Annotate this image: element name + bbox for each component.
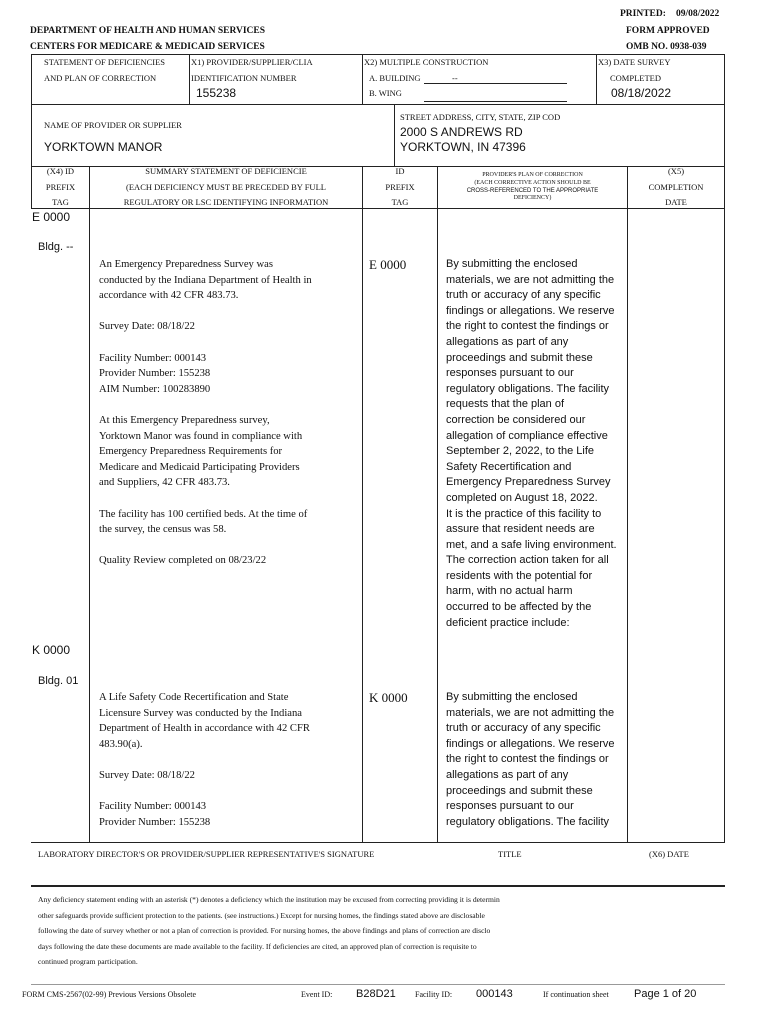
plan-header: PROVIDER'S PLAN OF CORRECTION [482, 172, 583, 178]
k-summary-text: A Life Safety Code Recertification and State Licensure Survey was conducted by the Indiana Department of Health in accordance with 42 CFR 483.90(a). Survey Date: 08/18/22 Facility Number: 000143 Provider Number: 155238 [99, 692, 310, 828]
summary-header: SUMMARY STATEMENT OF DEFICIENCIE [145, 166, 307, 176]
id-number-label: IDENTIFICATION NUMBER [191, 73, 297, 83]
continuation-label: If continuation sheet [543, 990, 609, 999]
id-tag-header: TAG [391, 197, 409, 207]
id-prefix-header: PREFIX [385, 182, 415, 192]
building-value: -- [452, 73, 458, 83]
title-label: TITLE [498, 849, 522, 859]
signature-label: LABORATORY DIRECTOR'S OR PROVIDER/SUPPLIER REPRESENTATIVE'S SIGNATURE [38, 849, 375, 859]
e-summary-text: An Emergency Preparedness Survey was conducted by the Indiana Department of Health in accordance with 42 CFR 483.73. Survey Date: 08/18/22 Facility Number: 000143 Provider Number: 155238 AIM Number: 100283890 At this Emergency Preparedness survey, Yorktown Manor was found in compliance with Emergency Preparedness Requirements for Medicare and Medicaid Participating Providers and Suppliers, 42 CFR 483.73. The facility has 100 certified beds. At the time of the survey, the census was 58. Quality Review completed on 08/23/22 [99, 259, 312, 567]
event-id-value: B28D21 [356, 988, 396, 1000]
completed-label: COMPLETED [610, 73, 661, 83]
event-id-label: Event ID: [301, 990, 333, 999]
k-bldg: Bldg. 01 [38, 675, 79, 687]
e-plan-text: By submitting the enclosed materials, we are not admitting the truth or accuracy of any specific findings or allegations. We reserve the right to contest the findings or allegations as part of any proceedings and submit these responses pursuant to our regulatory obligations. The facility requests that the plan of correction be considered our allegation of compliance effective September 2, 2022, to the Life Safety Recertification and Emergency Preparedness Survey completed on August 18, 2022. It is the practice of this facility to assure that resident needs are met, and a safe living environment. The correction action taken for all residents with the potential for harm, with no actual harm occurred to be affected by the deficient practice include: [446, 258, 617, 629]
x1-label: X1) PROVIDER/SUPPLIER/CLIA [191, 57, 313, 67]
x5-header: (X5) [667, 166, 685, 176]
k-plan-text: By submitting the enclosed materials, we are not admitting the truth or accuracy of any specific findings or allegations. We reserve the right to contest the findings or allegations as part of any proceedings and submit these responses pursuant to our regulatory obligations. The facility [446, 691, 615, 828]
date-header: DATE [665, 197, 687, 207]
centers-title: CENTERS FOR MEDICARE & MEDICAID SERVICES [30, 42, 265, 52]
id-header: ID [395, 166, 405, 176]
k-tag: K 0000 [32, 643, 71, 657]
x4-tag-header: TAG [52, 197, 69, 207]
address-line1: 2000 S ANDREWS RD [400, 125, 523, 139]
omb-number: OMB NO. 0938-039 [626, 42, 707, 52]
plan-subheader-2: CROSS-REFERENCED TO THE APPROPRIATE [466, 188, 599, 194]
wing-label: B. WING [369, 88, 402, 98]
plan-subheader-1: (EACH CORRECTIVE ACTION SHOULD BE [474, 180, 591, 186]
e-id-tag: E 0000 [369, 257, 407, 272]
e-tag: E 0000 [32, 210, 71, 224]
plan-of-correction-label: AND PLAN OF CORRECTION [44, 73, 157, 83]
summary-subheader: (EACH DEFICIENCY MUST BE PRECEDED BY FULL [126, 182, 326, 192]
provider-name-label: NAME OF PROVIDER OR SUPPLIER [44, 120, 182, 130]
facility-id-value: 000143 [476, 988, 513, 1000]
form-approved: FORM APPROVED [626, 26, 710, 36]
statement-label: STATEMENT OF DEFICIENCIES [44, 57, 166, 67]
survey-date-value: 08/18/2022 [611, 86, 672, 100]
summary-subheader-2: REGULATORY OR LSC IDENTIFYING INFORMATION [123, 197, 329, 207]
provider-name-value: YORKTOWN MANOR [44, 140, 163, 154]
x2-label: X2) MULTIPLE CONSTRUCTION [364, 57, 489, 67]
form-number: FORM CMS-2567(02-99) Previous Versions Obsolete [22, 990, 197, 999]
provider-id-value: 155238 [196, 86, 237, 100]
printed-label: PRINTED: [620, 9, 666, 19]
address-label: STREET ADDRESS, CITY, STATE, ZIP COD [400, 112, 561, 122]
completion-header: COMPLETION [648, 182, 704, 192]
facility-id-label: Facility ID: [415, 990, 453, 999]
x4-prefix-header: PREFIX [45, 182, 76, 192]
building-label: A. BUILDING [369, 73, 421, 83]
plan-subheader-3: DEFICIENCY) [513, 195, 552, 201]
e-bldg: Bldg. -- [38, 241, 74, 253]
x3-label: X3) DATE SURVEY [598, 57, 671, 67]
address-line2: YORKTOWN, IN 47396 [400, 140, 526, 154]
k-id-tag: K 0000 [369, 690, 408, 705]
x4-header: (X4) ID [46, 166, 75, 176]
printed-date: 09/08/2022 [676, 9, 720, 19]
page-number: Page 1 of 20 [634, 988, 697, 1000]
footnote-text: Any deficiency statement ending with an asterisk (*) denotes a deficiency which the institution may be excused from correcting providing it is determin other safeguards provide sufficient protection to the patients. (see instructions.) Except for nursing homes, the findings stated above are disclosable following the date of survey whether or not a plan of correction is provided. For nursing homes, the above findings and plans of correction are disclo days following the date these documents are made available to the facility. If deficiencies are cited, an approved plan of correction is requisite to continued program participation. [38, 895, 500, 967]
x6-date-label: (X6) DATE [649, 849, 689, 859]
department-title: DEPARTMENT OF HEALTH AND HUMAN SERVICES [30, 26, 266, 36]
